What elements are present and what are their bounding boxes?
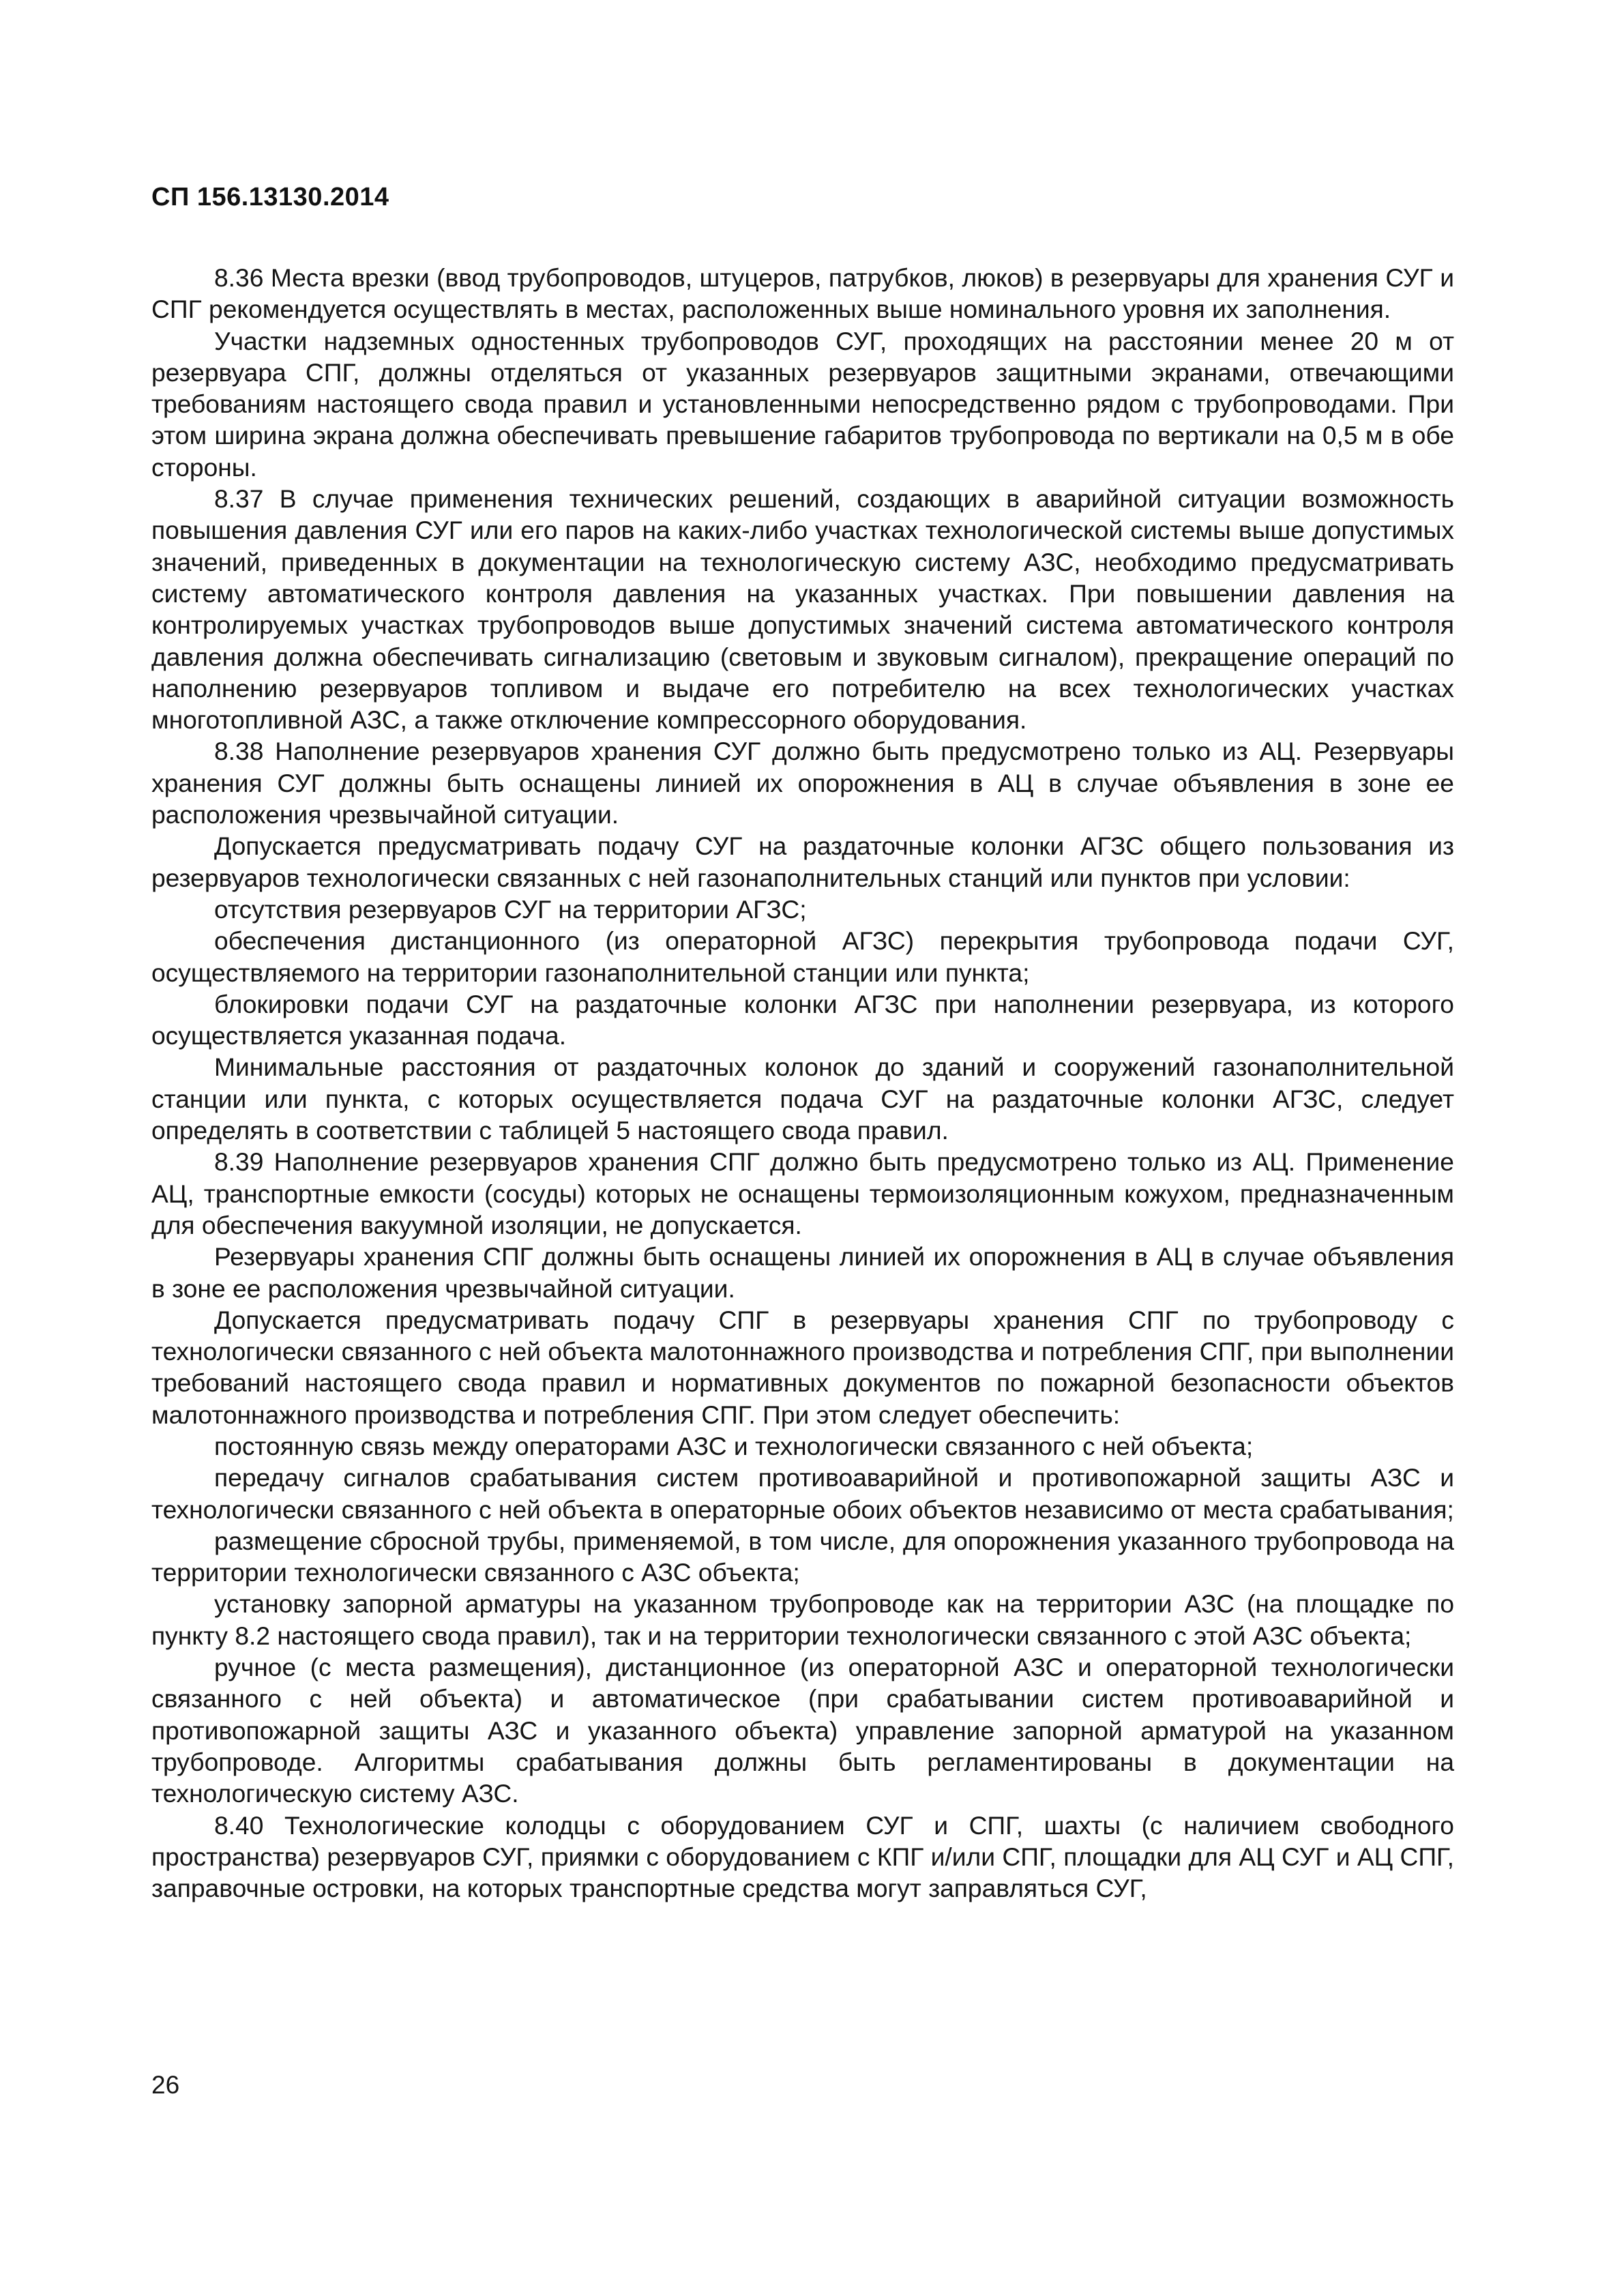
list-item: блокировки подачи СУГ на раздаточные колонки АГЗС при наполнении резервуара, из которого осуществляется указанная подача. (151, 989, 1454, 1050)
paragraph: Резервуары хранения СПГ должны быть оснащены линией их опорожнения в АЦ в случае объявления в зоне ее расположения чрезвычайной ситуации. (151, 1242, 1454, 1303)
page-number: 26 (151, 2071, 180, 2099)
paragraph-8-40: 8.40 Технологические колодцы с оборудованием СУГ и СПГ, шахты (с наличием свободного пространства) резервуаров СУГ, приямки с оборудованием с КПГ и/или СПГ, площадки для АЦ СУГ и АЦ СПГ, заправочные островки, на которых транспортные средства могут заправляться СУГ, (151, 1810, 1454, 1903)
list-item: обеспечения дистанционного (из операторной АГЗС) перекрытия трубопровода подачи СУГ, осуществляемого на территории газонаполнительной станции или пункта; (151, 926, 1454, 987)
paragraph: Допускается предусматривать подачу СУГ на раздаточные колонки АГЗС общего пользования из резервуаров технологически связанных с ней газонаполнительных станций или пунктов при условии: (151, 831, 1454, 892)
list-item: размещение сбросной трубы, применяемой, в том числе, для опорожнения указанного трубопровода на территории технологически связанного с АЗС объекта; (151, 1526, 1454, 1587)
list-item: ручное (с места размещения), дистанционное (из операторной АЗС и операторной технологически связанного с ней объекта) и автоматическое (при срабатывании систем противоаварийной и противопожарной защиты АЗС и указанного объекта) управление запорной арматурой на указанном трубопроводе. Алгоритмы срабатывания должны быть регламентированы в документации на технологическую систему АЗС. (151, 1653, 1454, 1808)
list-item: отсутствия резервуаров СУГ на территории АГЗС; (214, 894, 807, 924)
list-item: передачу сигналов срабатывания систем противоаварийной и противопожарной защиты АЗС и технологически связанного с ней объекта в операторные обоих объектов независимо от места срабатывания; (151, 1463, 1454, 1524)
list-item: постоянную связь между операторами АЗС и технологически связанного с ней объекта; (214, 1431, 1254, 1460)
document-body (151, 262, 1454, 1904)
paragraph: Минимальные расстояния от раздаточных колонок до зданий и сооружений газонаполнительной станции или пункта, с которых осуществляется подача СУГ на раздаточные колонки АГЗС, следует определять в соответствии с таблицей 5 настоящего свода правил. (151, 1053, 1454, 1145)
document-code-header: СП 156.13130.2014 (151, 183, 389, 211)
paragraph: Участки надземных одностенных трубопроводов СУГ, проходящих на расстоянии менее 20 м от резервуара СПГ, должны отделяться от указанных резервуаров защитными экранами, отвечающими требованиям настоящего свода правил и установленными непосредственно рядом с трубопроводами. При этом ширина экрана должна обеспечивать превышение габаритов трубопровода по вертикали на 0,5 м в обе стороны. (151, 326, 1454, 482)
paragraph-8-39: 8.39 Наполнение резервуаров хранения СПГ должно быть предусмотрено только из АЦ. Применение АЦ, транспортные емкости (сосуды) которых не оснащены термоизоляционным кожухом, предназначенным для обеспечения вакуумной изоляции, не допускается. (151, 1147, 1454, 1239)
paragraph-8-37: 8.37 В случае применения технических решений, создающих в аварийной ситуации возможность повышения давления СУГ или его паров на каких-либо участках технологической системы выше допустимых значений, приведенных в документации на технологическую систему АЗС, необходимо предусматривать систему автоматического контроля давления на указанных участках. При повышении давления на контролируемых участках трубопроводов выше допустимых значений система автоматического контроля давления должна обеспечивать сигнализацию (световым и звуковым сигналом), прекращение операций по наполнению резервуаров топливом и выдаче его потребителю на всех технологических участках многотопливной АЗС, а также отключение компрессорного оборудования. (151, 484, 1454, 735)
list-item: установку запорной арматуры на указанном трубопроводе как на территории АЗС (на площадке по пункту 8.2 настоящего свода правил), так и на территории технологически связанного с этой АЗС объекта; (151, 1589, 1454, 1650)
paragraph-8-38: 8.38 Наполнение резервуаров хранения СУГ должно быть предусмотрено только из АЦ. Резервуары хранения СУГ должны быть оснащены линией их опорожнения в АЦ в случае объявления в зоне ее расположения чрезвычайной ситуации. (151, 737, 1454, 829)
paragraph: Допускается предусматривать подачу СПГ в резервуары хранения СПГ по трубопроводу с технологически связанного с ней объекта малотоннажного производства и потребления СПГ, при выполнении требований настоящего свода правил и нормативных документов по пожарной безопасности объектов малотоннажного производства и потребления СПГ. При этом следует обеспечить: (151, 1305, 1454, 1429)
paragraph-8-36: 8.36 Места врезки (ввод трубопроводов, штуцеров, патрубков, люков) в резервуары для хранения СУГ и СПГ рекомендуется осуществлять в местах, расположенных выше номинального уровня их заполнения. (151, 263, 1454, 324)
